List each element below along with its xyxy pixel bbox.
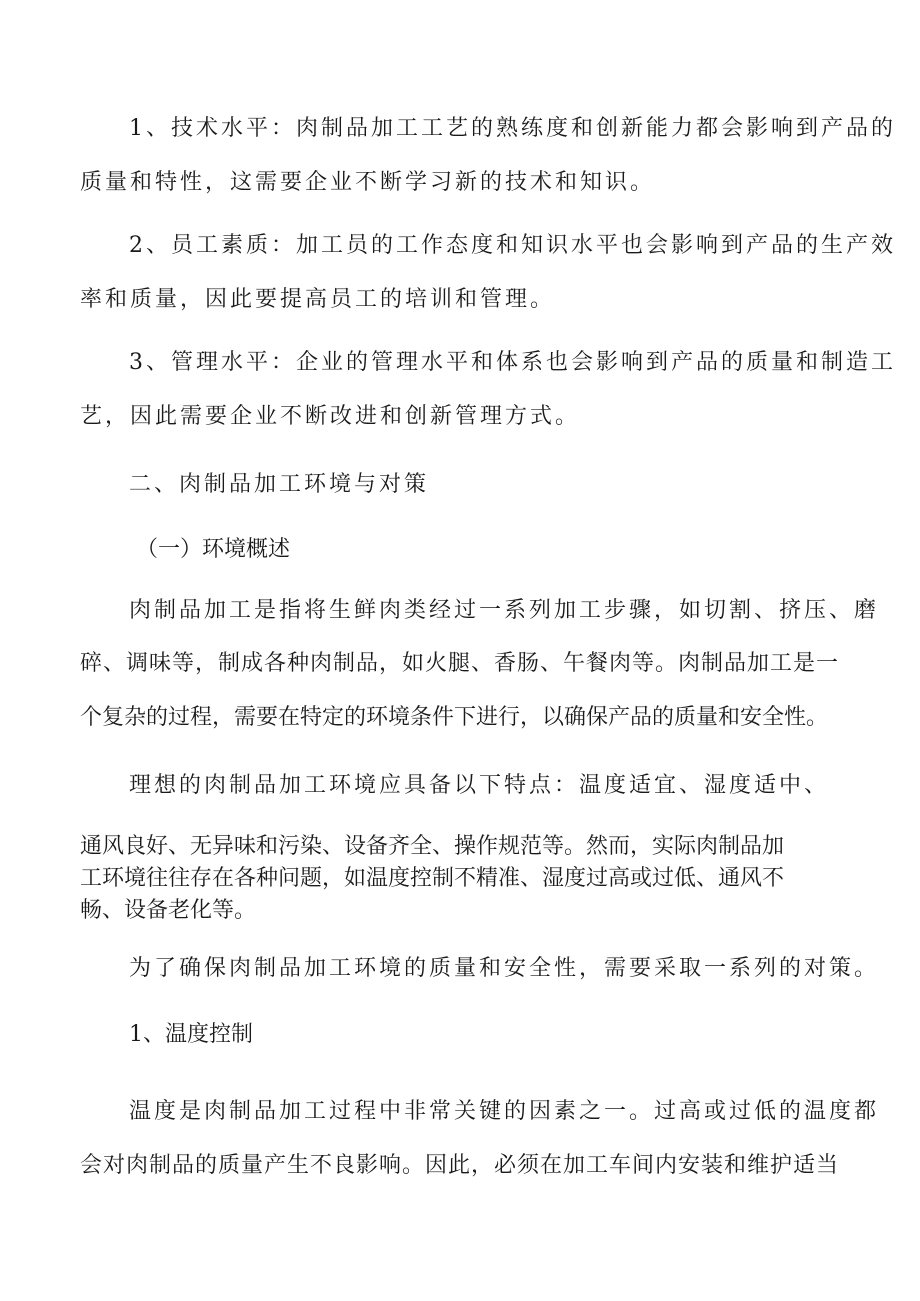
- para-measures: 为了确保肉制品加工环境的质量和安全性，需要采取一系列的对策。: [129, 956, 880, 981]
- para-tech-level-line-1: 1、技术水平：肉制品加工工艺的熟练度和创新能力都会影响到产品的: [129, 116, 896, 141]
- para-overview-line-2: 碎、调味等，制成各种肉制品，如火腿、香肠、午餐肉等。肉制品加工是一: [80, 651, 840, 676]
- para-mgmt-level-line-1: 3、管理水平：企业的管理水平和体系也会影响到产品的质量和制造工: [129, 350, 896, 375]
- para-temp-body-line-2: 会对肉制品的质量产生不良影响。因此，必须在加工车间内安装和维护适当: [80, 1153, 840, 1178]
- temp-heading: 1、温度控制: [129, 1022, 253, 1047]
- para-ideal-env-line-3: 工环境往往存在各种问题，如温度控制不精准、湿度过高或过低、通风不: [80, 866, 785, 891]
- para-temp-body-line-1: 温度是肉制品加工过程中非常关键的因素之一。过高或过低的温度都: [129, 1099, 880, 1124]
- para-tech-level-line-2: 质量和特性，这需要企业不断学习新的技术和知识。: [80, 170, 656, 195]
- para-staff-quality-line-1: 2、员工素质：加工员的工作态度和知识水平也会影响到产品的生产效: [129, 233, 896, 258]
- subsection-heading: （一）环境概述: [136, 537, 291, 562]
- para-ideal-env-line-4: 畅、设备老化等。: [80, 898, 257, 923]
- para-ideal-env-line-1: 理想的肉制品加工环境应具备以下特点：温度适宜、湿度适中、: [129, 773, 830, 798]
- section-heading: 二、肉制品加工环境与对策: [129, 472, 430, 497]
- para-ideal-env-line-2: 通风良好、无异味和污染、设备齐全、操作规范等。然而，实际肉制品加: [80, 834, 785, 859]
- para-staff-quality-line-2: 率和质量，因此要提高员工的培训和管理。: [80, 287, 556, 312]
- para-overview-line-3: 个复杂的过程，需要在特定的环境条件下进行，以确保产品的质量和安全性。: [80, 705, 829, 730]
- para-mgmt-level-line-2: 艺，因此需要企业不断改进和创新管理方式。: [80, 404, 581, 429]
- para-overview-line-1: 肉制品加工是指将生鲜肉类经过一系列加工步骤，如切割、挤压、磨: [129, 598, 880, 623]
